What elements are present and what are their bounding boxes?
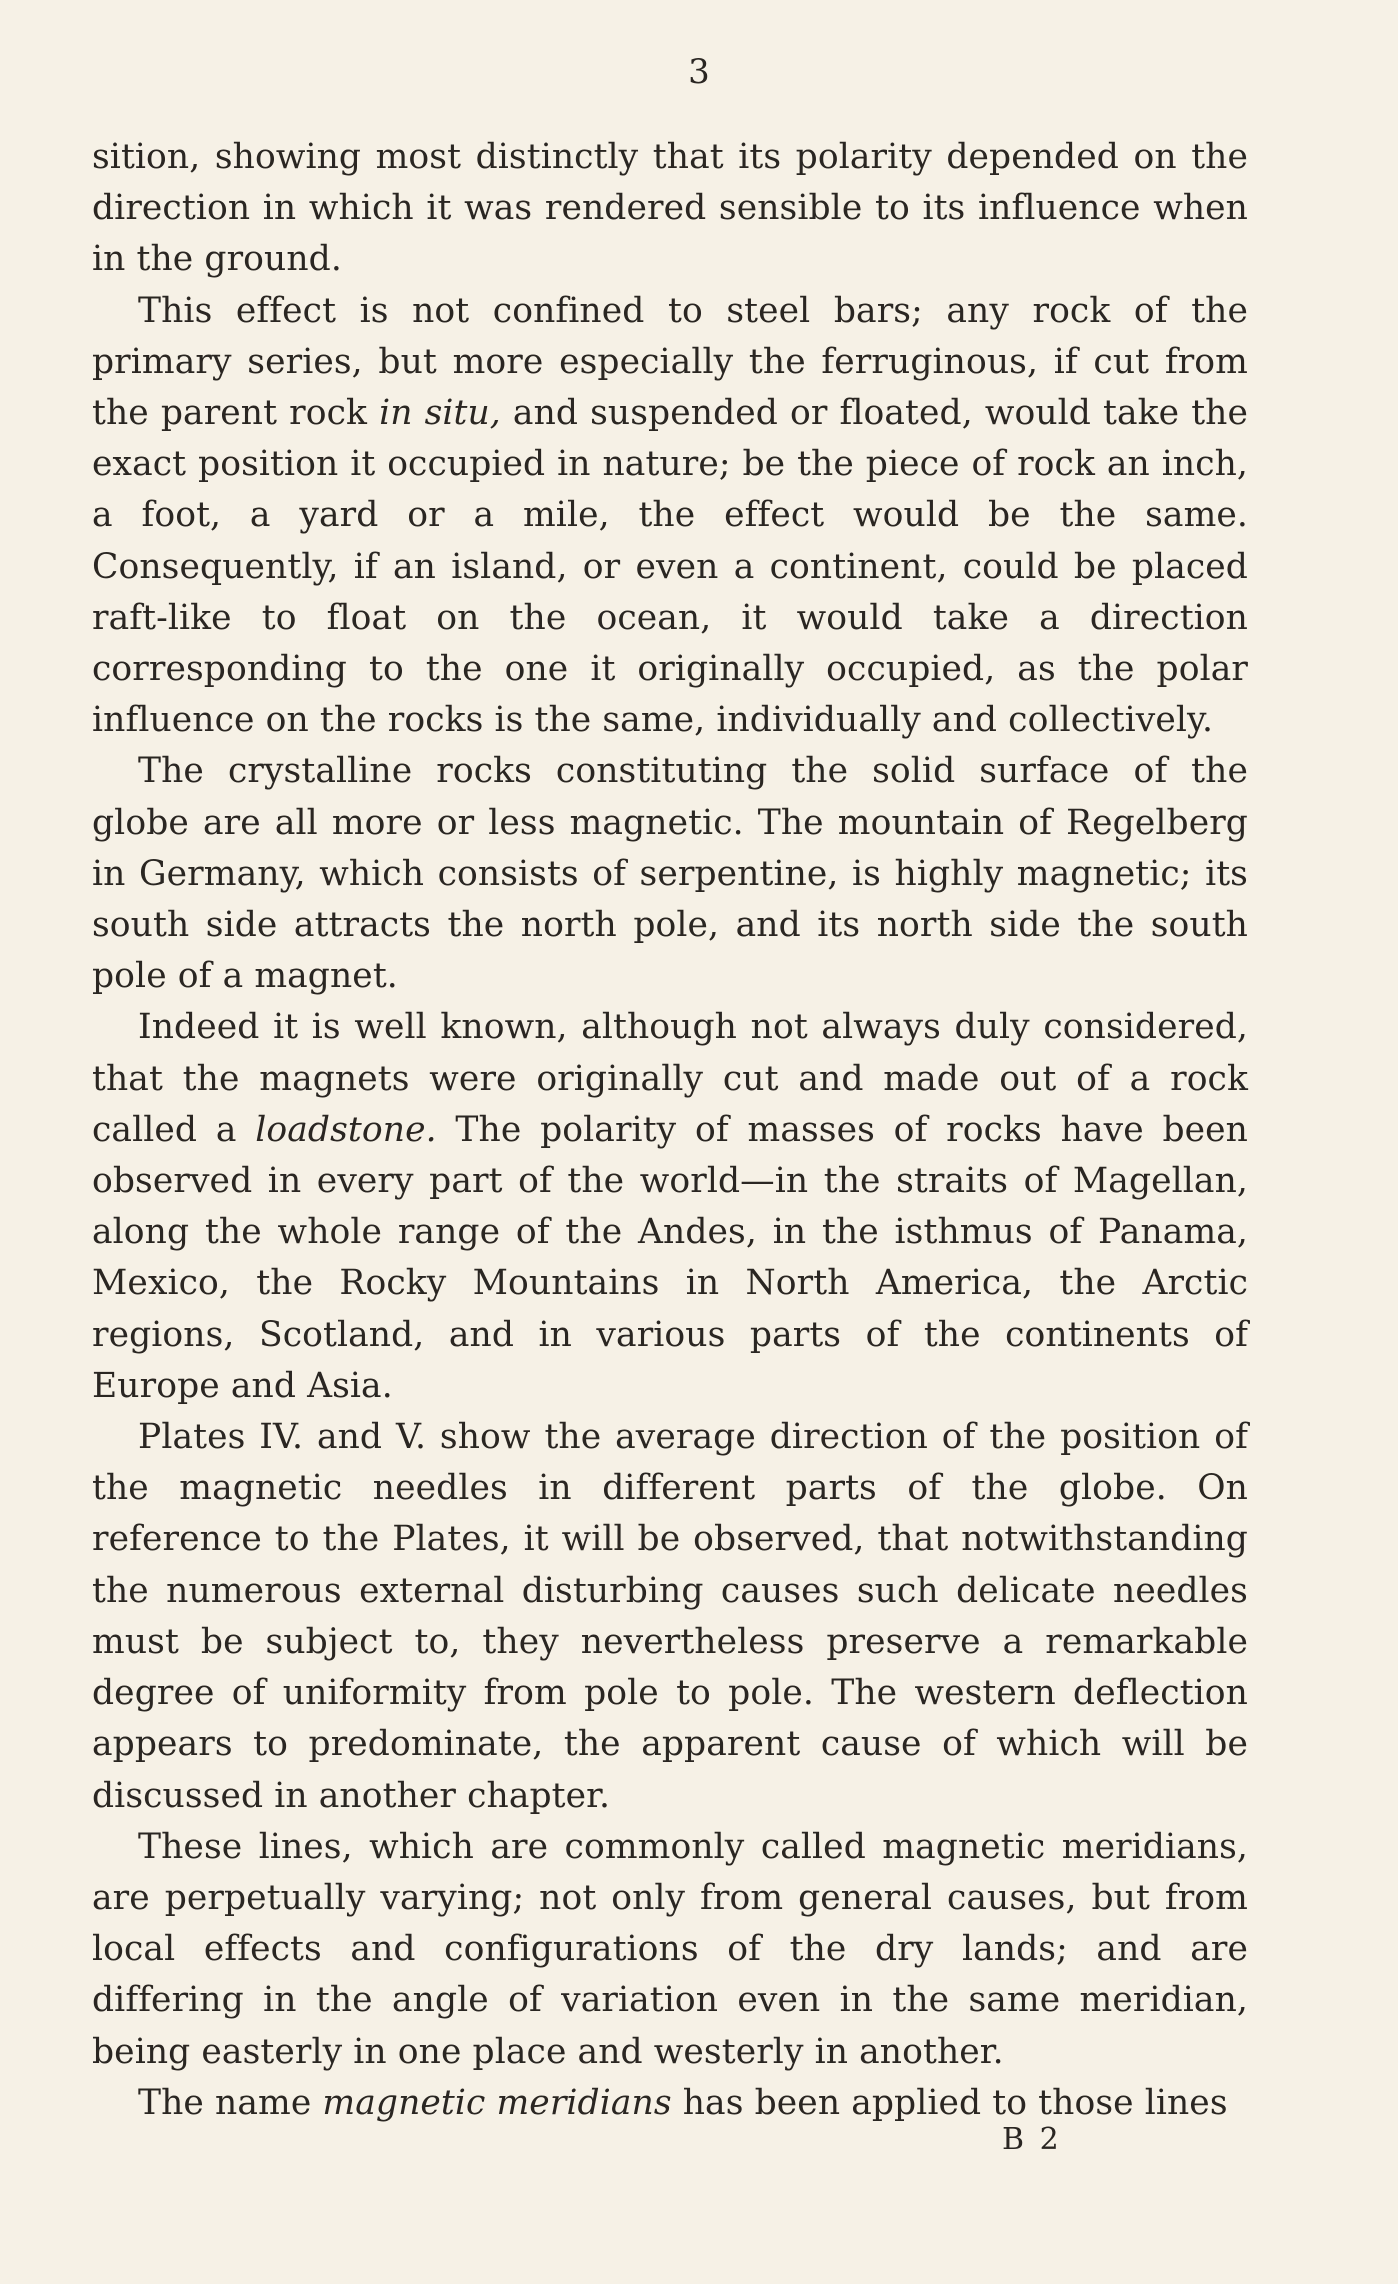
paragraph-4-italic: loadstone. [255,1109,437,1150]
paragraph-2-text-a: This effect is not confined to steel bars; any rock of the primary series, but more especially the ferruginous, if cut from the parent rock [92,290,1248,434]
paragraph-7-text-a: The name [138,2082,323,2123]
paragraph-7-italic: magnetic meridians [322,2082,672,2123]
paragraph-7 [92,2078,1248,2129]
paragraph-2-italic: in situ, [379,393,501,434]
paragraph-3: The crystalline rocks constituting the solid surface of the globe are all more or less magnetic. The mountain of Regelberg in Germany, which consists of serpentine, is highly magnetic; its south side attracts the north pole, and its north side the south pole of a magnet. [92,751,1248,997]
paragraph-7-text-b: has been applied to those lines [671,2082,1228,2123]
paragraph-5: Plates IV. and V. show the average direction of the position of the magnetic needles in different parts of the globe. On reference to the Plates, it will be observed, that notwithstanding the numerous external disturbing causes such delicate needles must be subject to, they nevertheless preserve a remarkable degree of uniformity from pole to pole. The western deflection appears to predominate, the apparent cause of which will be discussed in another chapter. [92,1417,1248,1816]
page-number: 3 [688,52,710,92]
body-text [92,132,1248,2129]
paragraph-1: sition, showing most distinctly that its polarity depended on the direction in which it was rendered sensible to its influence when in the ground. [92,137,1248,280]
paragraph-4-text-a: Indeed it is well known, although not always duly considered, that the magnets were originally cut and made out of a rock called a [92,1007,1248,1150]
paragraph-2 [92,286,1248,747]
paragraph-2-text-b: and suspended or floated, would take the exact position it occupied in nature; be the piece of rock an inch, a foot, a yard or a mile, the effect would be the same. Consequently, if an island, or even a continent, could be placed raft-like to float on the ocean, it would take a direction corresponding to the one it originally occupied, as the polar influence on the rocks is the same, individually and collectively. [92,393,1249,741]
paragraph-4-text-b: The polarity of masses of rocks have been observed in every part of the world—in the straits of Magellan, along the whole range of the Andes, in the isthmus of Panama, Mexico, the Rocky Mountains in North America, the Arctic regions, Scotland, and in various parts of the continents of Europe and Asia. [92,1109,1248,1406]
signature-mark: B 2 [1002,2122,1062,2157]
paragraph-4 [92,1002,1248,1412]
paragraph-6: These lines, which are commonly called magnetic meridians, are perpetually varying; not only from general causes, but from local effects and configurations of the dry lands; and are differing in the angle of variation even in the same meridian, being easterly in one place and westerly in another. [92,1826,1248,2072]
